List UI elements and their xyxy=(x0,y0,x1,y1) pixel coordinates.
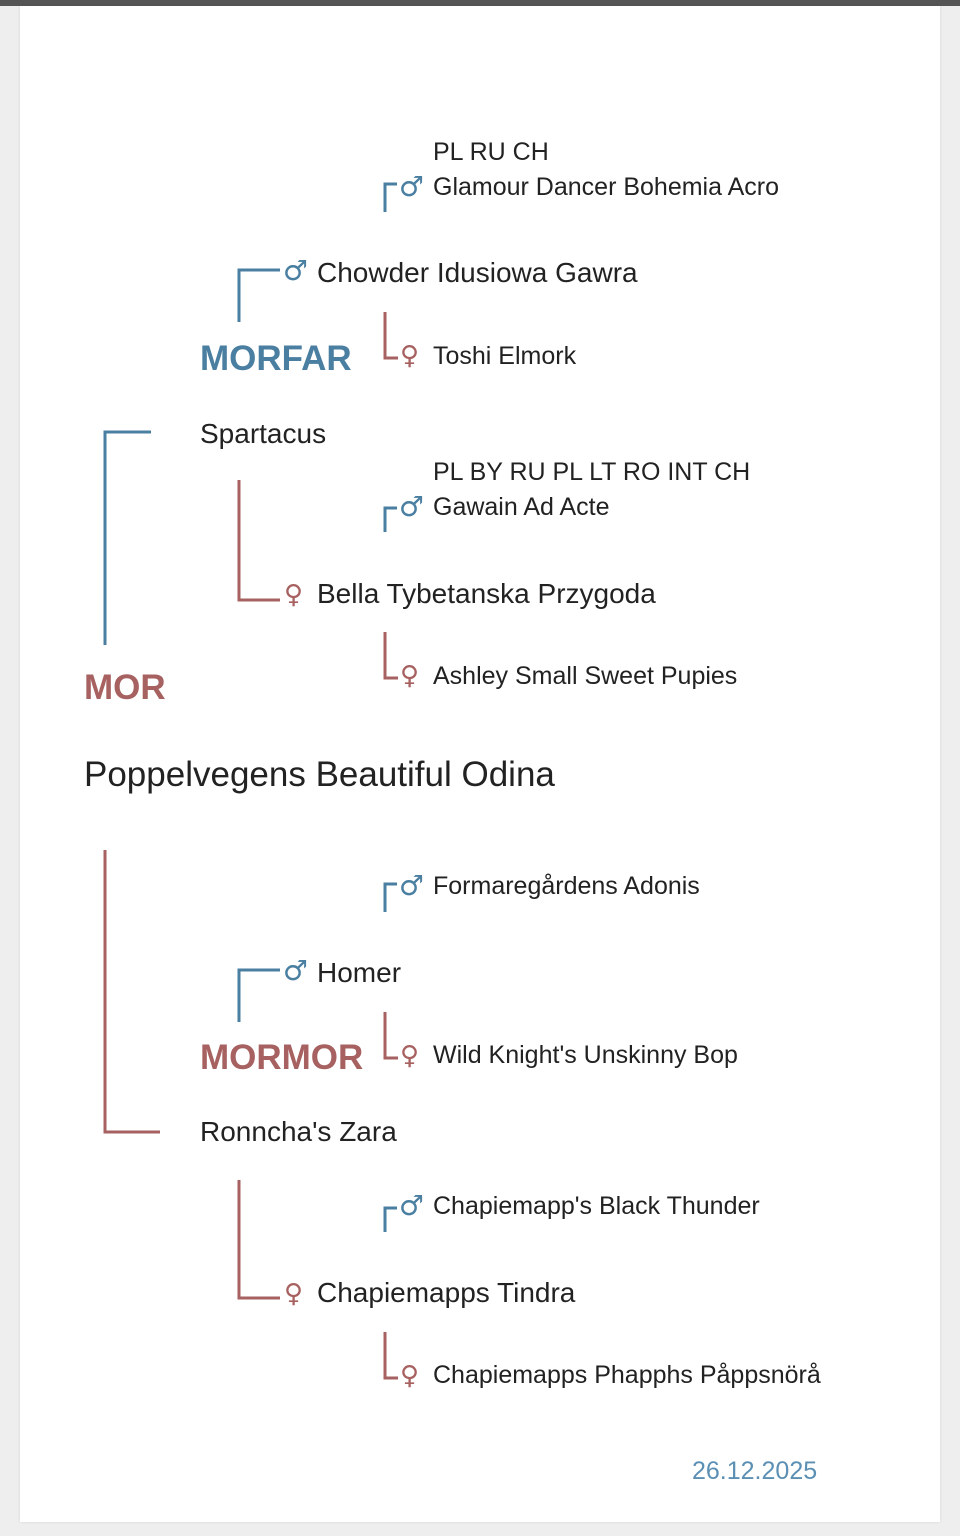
connector-phapphs xyxy=(385,1332,398,1378)
male-icon: ♂ xyxy=(399,1189,425,1222)
ancestor-formaregardens: Formaregårdens Adonis xyxy=(433,872,700,900)
connector-blackthunder xyxy=(385,1208,397,1232)
ancestor-tindra: Chapiemapps Tindra xyxy=(317,1277,576,1308)
ancestor-gawain: Gawain Ad Acte xyxy=(433,493,610,521)
ancestor-ronncha: Ronncha's Zara xyxy=(200,1116,397,1147)
female-icon: ♀ xyxy=(284,1279,304,1309)
connector-mormor xyxy=(105,850,160,1132)
connector-glamour xyxy=(385,184,397,212)
ancestor-homer: Homer xyxy=(317,957,402,988)
connector-homer xyxy=(239,970,280,1022)
connector-tindra xyxy=(239,1180,280,1298)
connector-wildknight xyxy=(385,1012,398,1058)
connector-formare xyxy=(385,884,397,912)
female-icon: ♀ xyxy=(400,341,420,371)
ancestor-toshi: Toshi Elmork xyxy=(433,342,577,370)
ancestor-glamour: Glamour Dancer Bohemia Acro xyxy=(433,173,779,201)
ancestor-bella: Bella Tybetanska Przygoda xyxy=(317,578,656,609)
ancestor-ashley: Ashley Small Sweet Pupies xyxy=(433,662,738,690)
male-icon: ♂ xyxy=(283,254,309,287)
female-icon: ♀ xyxy=(284,580,304,610)
label-mormor: MORMOR xyxy=(200,1038,364,1077)
connector-mor-top xyxy=(105,432,151,645)
label-morfar: MORFAR xyxy=(200,339,352,378)
gawain-title: PL BY RU PL LT RO INT CH xyxy=(433,458,751,486)
ancestor-chowder: Chowder Idusiowa Gawra xyxy=(317,257,638,288)
document-date: 26.12.2025 xyxy=(692,1457,818,1485)
ancestor-blackthunder: Chapiemapp's Black Thunder xyxy=(433,1192,760,1220)
male-icon: ♂ xyxy=(283,954,309,987)
ancestor-spartacus: Spartacus xyxy=(200,418,327,449)
female-icon: ♀ xyxy=(400,1361,420,1391)
male-icon: ♂ xyxy=(399,869,425,902)
glamour-title: PL RU CH xyxy=(433,138,549,166)
male-icon: ♂ xyxy=(399,490,425,523)
ancestor-phapphs: Chapiemapps Phapphs Påppsnörå xyxy=(433,1361,821,1389)
connector-gawain xyxy=(385,508,397,532)
female-icon: ♀ xyxy=(400,661,420,691)
female-icon: ♀ xyxy=(400,1041,420,1071)
label-mor: MOR xyxy=(84,668,166,707)
connector-ashley xyxy=(385,632,398,678)
connector-bella xyxy=(239,480,280,600)
male-icon: ♂ xyxy=(399,170,425,203)
subject-name: Poppelvegens Beautiful Odina xyxy=(84,755,555,794)
connector-toshi xyxy=(385,312,398,358)
ancestor-wildknight: Wild Knight's Unskinny Bop xyxy=(433,1041,738,1069)
connector-morfar xyxy=(239,270,280,322)
